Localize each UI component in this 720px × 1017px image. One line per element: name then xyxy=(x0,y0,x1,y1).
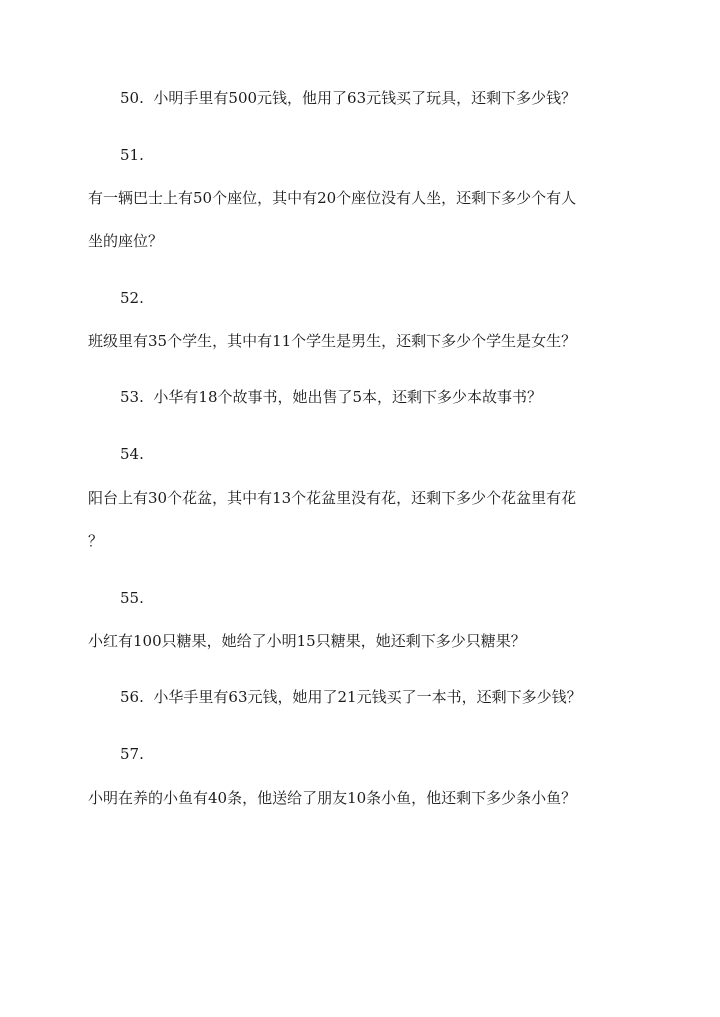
problem-57-line-1: 小明在养的小鱼有40条，他送给了朋友10条小鱼，他还剩下多少条小鱼？ xyxy=(88,789,577,807)
problem-number-55: 55. xyxy=(120,589,144,607)
problem-text: 小华手里有63元钱，她用了21元钱买了一本书，还剩下多少钱？ xyxy=(153,688,582,706)
problem-number: 50. xyxy=(120,89,144,107)
problem-51-line-1: 有一辆巴士上有50个座位，其中有20个座位没有人坐，还剩下多少个有人 xyxy=(88,189,577,207)
problem-52-line-1: 班级里有35个学生，其中有11个学生是男生，还剩下多少个学生是女生？ xyxy=(88,332,577,350)
problem-54-line-2: ？ xyxy=(88,532,104,550)
problem-text: 小明手里有500元钱，他用了63元钱买了玩具，还剩下多少钱？ xyxy=(153,89,577,107)
problem-51-line-2: 坐的座位？ xyxy=(88,232,164,250)
problem-number: 53. xyxy=(120,388,144,406)
problem-number-51: 51. xyxy=(120,146,144,164)
problem-number-52: 52. xyxy=(120,289,144,307)
problem-number-54: 54. xyxy=(120,445,144,463)
problem-number: 56. xyxy=(120,688,144,706)
problem-54-line-1: 阳台上有30个花盆，其中有13个花盆里没有花，还剩下多少个花盆里有花 xyxy=(88,489,577,507)
problem-text: 小华有18个故事书，她出售了5本，还剩下多少本故事书？ xyxy=(153,388,543,406)
problem-56 xyxy=(120,687,582,707)
problem-number-57: 57. xyxy=(120,745,144,763)
problem-55-line-1: 小红有100只糖果，她给了小明15只糖果，她还剩下多少只糖果？ xyxy=(88,632,526,650)
problem-50 xyxy=(120,88,576,108)
problem-53 xyxy=(120,387,542,407)
